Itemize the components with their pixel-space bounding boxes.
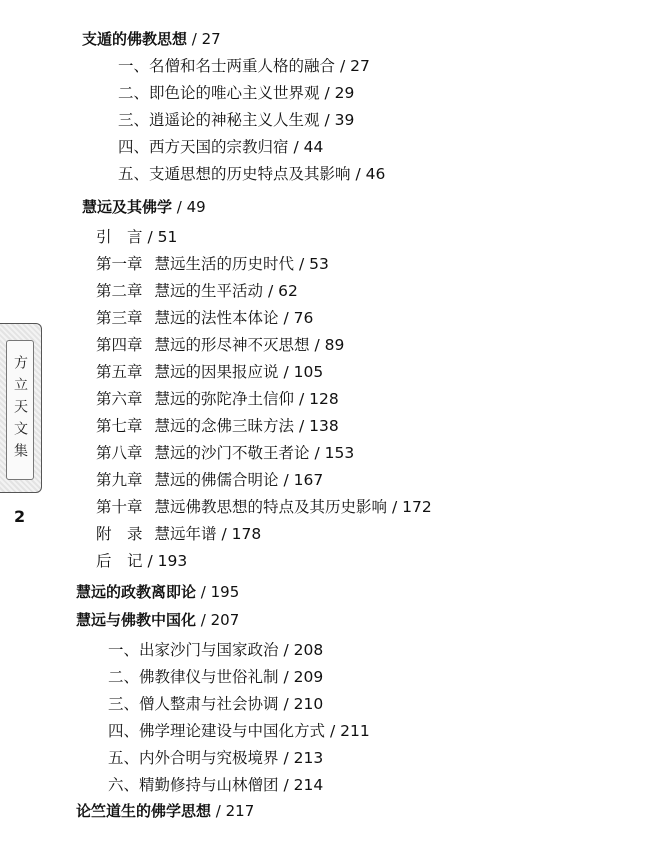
toc-entry-page: 76 xyxy=(293,309,314,327)
toc-entry-separator: / xyxy=(319,84,335,102)
toc-entry-page: 214 xyxy=(293,776,324,794)
toc-entry xyxy=(108,748,323,768)
toc-entry-label: 四、佛学理论建设与中国化方式 xyxy=(108,722,326,740)
toc-entry xyxy=(118,83,354,103)
toc-entry-label: 引 言 xyxy=(96,228,143,246)
toc-entry-label: 附 录 xyxy=(96,525,143,543)
toc-entry xyxy=(96,281,298,301)
series-name: 方立天文集 xyxy=(12,355,28,465)
toc-entry-page: 27 xyxy=(201,30,221,48)
toc-entry-title: 慧远年谱 xyxy=(154,525,217,543)
series-label-box xyxy=(6,340,34,480)
toc-entry-title: 慧远的法性本体论 xyxy=(154,309,279,327)
toc-entry-label: 五、内外合明与究极境界 xyxy=(108,749,279,767)
toc-entry-title: 慧远佛教思想的特点及其历史影响 xyxy=(154,498,388,516)
toc-entry-title: 慧远生活的历史时代 xyxy=(154,255,295,273)
toc-entry xyxy=(96,416,339,436)
toc-entry-separator: / xyxy=(278,749,294,767)
toc-entry xyxy=(118,110,354,130)
toc-entry-title: 慧远的佛儒合明论 xyxy=(154,471,279,489)
toc-entry-separator: / xyxy=(288,138,304,156)
toc-entry-separator: / xyxy=(319,111,335,129)
toc-entry-separator: / xyxy=(387,498,403,516)
toc-entry-separator: / xyxy=(325,722,341,740)
toc-entry-label: 第八章 xyxy=(96,444,143,462)
series-side-tab xyxy=(0,323,42,493)
toc-entry-page: 193 xyxy=(157,552,188,570)
toc-entry-separator: / xyxy=(216,525,232,543)
toc-entry-page: 89 xyxy=(324,336,345,354)
toc-entry xyxy=(76,610,239,630)
toc-entry-page: 217 xyxy=(225,802,255,820)
toc-entry-page: 44 xyxy=(303,138,324,156)
toc-entry-separator: / xyxy=(278,641,294,659)
toc-entry-label: 第一章 xyxy=(96,255,143,273)
toc-entry-page: 207 xyxy=(210,611,240,629)
toc-entry-separator: / xyxy=(309,336,325,354)
toc-entry-label: 第五章 xyxy=(96,363,143,381)
toc-entry-page: 51 xyxy=(157,228,178,246)
toc-entry-page: 128 xyxy=(309,390,339,408)
toc-entry-label: 一、出家沙门与国家政治 xyxy=(108,641,279,659)
toc-entry xyxy=(118,137,323,157)
toc-entry-separator: / xyxy=(278,695,294,713)
toc-entry xyxy=(76,801,254,821)
toc-entry-separator: / xyxy=(278,363,294,381)
toc-entry-label: 支遁的佛教思想 xyxy=(82,30,188,48)
toc-entry-label: 第九章 xyxy=(96,471,143,489)
toc-entry-title: 慧远的沙门不敬王者论 xyxy=(154,444,310,462)
toc-entry xyxy=(108,775,323,795)
toc-entry-label: 二、佛教律仪与世俗礼制 xyxy=(108,668,279,686)
toc-entry-separator: / xyxy=(196,583,211,601)
toc-entry-separator: / xyxy=(211,802,226,820)
toc-entry xyxy=(96,551,187,571)
toc-entry-separator: / xyxy=(142,228,158,246)
toc-entry-separator: / xyxy=(278,776,294,794)
toc-entry-label: 六、精勤修持与山林僧团 xyxy=(108,776,279,794)
toc-entry-page: 167 xyxy=(293,471,324,489)
toc-entry-separator: / xyxy=(172,198,187,216)
toc-entry-label: 慧远与佛教中国化 xyxy=(76,611,197,629)
toc-entry-label: 五、支遁思想的历史特点及其影响 xyxy=(118,165,351,183)
toc-entry-separator: / xyxy=(278,309,294,327)
toc-entry xyxy=(108,667,323,687)
toc-entry-page: 210 xyxy=(293,695,324,713)
toc-entry xyxy=(118,164,385,184)
toc-entry-separator: / xyxy=(278,668,294,686)
toc-entry-label: 第二章 xyxy=(96,282,143,300)
toc-entry-page: 195 xyxy=(210,583,240,601)
toc-entry xyxy=(96,470,323,490)
toc-entry-title: 慧远的因果报应说 xyxy=(154,363,279,381)
toc-entry-page: 209 xyxy=(293,668,324,686)
toc-entry xyxy=(96,389,339,409)
toc-entry-label: 二、即色论的唯心主义世界观 xyxy=(118,84,320,102)
toc-entry-label: 后 记 xyxy=(96,552,143,570)
toc-entry-label: 四、西方天国的宗教归宿 xyxy=(118,138,289,156)
toc-entry-page: 62 xyxy=(278,282,298,300)
toc-entry-title: 慧远的念佛三昧方法 xyxy=(154,417,295,435)
toc-entry-label: 第七章 xyxy=(96,417,143,435)
toc-entry xyxy=(108,721,370,741)
toc-entry xyxy=(96,308,313,328)
toc-entry-separator: / xyxy=(263,282,279,300)
toc-entry xyxy=(96,362,323,382)
toc-entry-separator: / xyxy=(187,30,202,48)
toc-entry-page: 208 xyxy=(293,641,324,659)
toc-entry-page: 29 xyxy=(334,84,355,102)
toc-entry-label: 一、名僧和名士两重人格的融合 xyxy=(118,57,336,75)
toc-entry-page: 178 xyxy=(231,525,262,543)
toc-entry-page: 49 xyxy=(186,198,206,216)
toc-entry-page: 27 xyxy=(350,57,370,75)
toc-entry-page: 138 xyxy=(309,417,339,435)
toc-entry xyxy=(82,29,221,49)
toc-entry-title: 慧远的形尽神不灭思想 xyxy=(154,336,310,354)
toc-entry-label: 三、逍遥论的神秘主义人生观 xyxy=(118,111,320,129)
toc-entry-title: 慧远的弥陀净土信仰 xyxy=(154,390,295,408)
page-number: 2 xyxy=(14,507,26,526)
toc-entry xyxy=(96,497,432,517)
toc-entry xyxy=(96,524,261,544)
toc-entry xyxy=(96,443,354,463)
toc-entry-page: 213 xyxy=(293,749,324,767)
toc-entry-page: 39 xyxy=(334,111,355,129)
toc-entry xyxy=(76,582,239,602)
toc-entry-label: 三、僧人整肃与社会协调 xyxy=(108,695,279,713)
toc-entry-label: 第三章 xyxy=(96,309,143,327)
toc-entry-label: 第十章 xyxy=(96,498,143,516)
toc-entry-separator: / xyxy=(196,611,211,629)
toc-entry-page: 105 xyxy=(293,363,324,381)
toc-entry-separator: / xyxy=(294,255,310,273)
toc-entry-label: 慧远的政教离即论 xyxy=(76,583,197,601)
toc-entry-title: 慧远的生平活动 xyxy=(154,282,264,300)
toc-entry xyxy=(96,335,344,355)
toc-entry-separator: / xyxy=(294,417,310,435)
toc-entry-label: 慧远及其佛学 xyxy=(82,198,173,216)
toc-entry-label: 第四章 xyxy=(96,336,143,354)
toc-entry-page: 172 xyxy=(402,498,432,516)
toc-entry xyxy=(82,197,206,217)
toc-entry-page: 53 xyxy=(309,255,329,273)
toc-entry-separator: / xyxy=(278,471,294,489)
toc-entry-label: 第六章 xyxy=(96,390,143,408)
toc-entry-page: 211 xyxy=(340,722,370,740)
toc-entry-page: 46 xyxy=(365,165,386,183)
toc-entry-label: 论竺道生的佛学思想 xyxy=(76,802,212,820)
toc-entry xyxy=(108,694,323,714)
toc-entry-separator: / xyxy=(350,165,366,183)
toc-entry-separator: / xyxy=(335,57,351,75)
toc-entry-page: 153 xyxy=(324,444,355,462)
toc-entry-separator: / xyxy=(142,552,158,570)
toc-entry-separator: / xyxy=(294,390,310,408)
toc-entry xyxy=(118,56,370,76)
toc-entry xyxy=(96,227,177,247)
toc-entry xyxy=(96,254,329,274)
toc-entry xyxy=(108,640,323,660)
toc-entry-separator: / xyxy=(309,444,325,462)
